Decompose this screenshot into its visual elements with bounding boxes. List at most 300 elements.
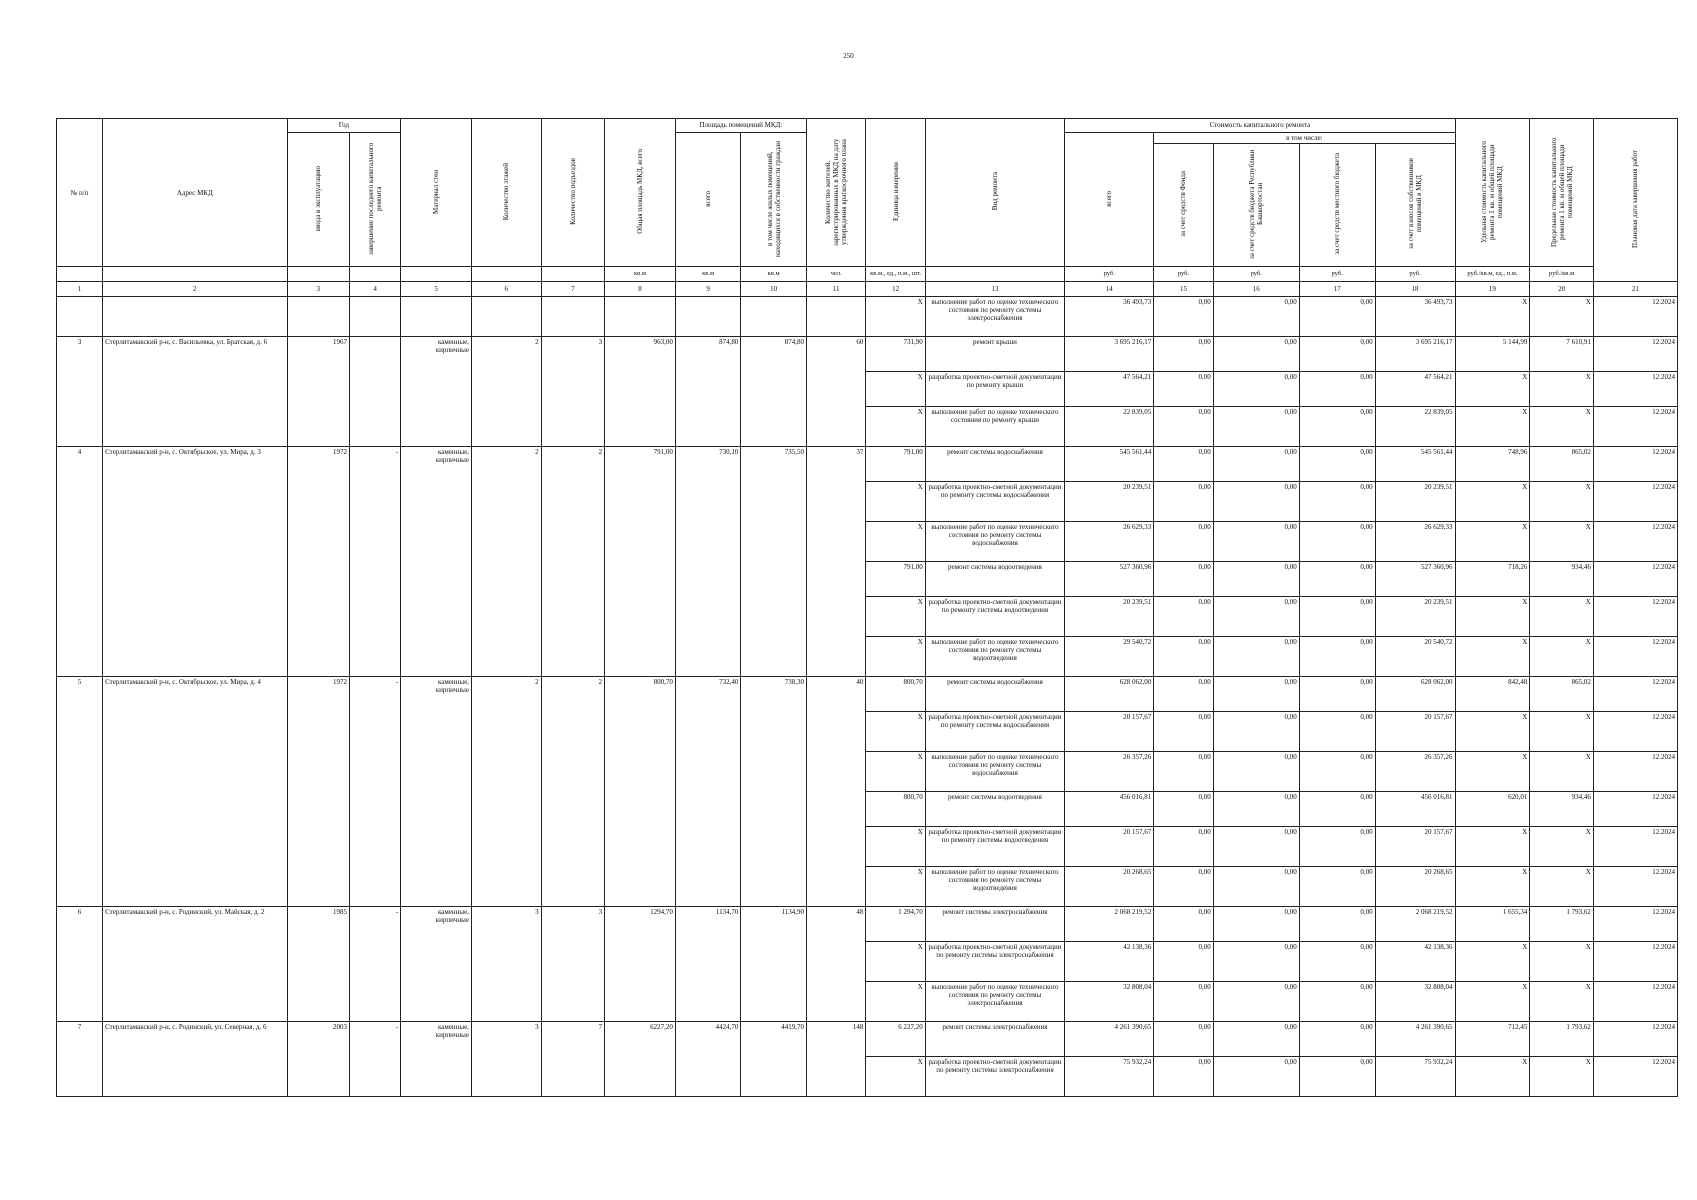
header-cost-total: всего (1065, 133, 1154, 267)
cell-deadline: 12.2024 (1593, 407, 1677, 447)
cell-deadline: 12.2024 (1593, 942, 1677, 982)
cell-work: ремонт системы электроснабжения (925, 907, 1064, 942)
cell-cost-total: 32 808,04 (1065, 982, 1154, 1022)
cell-deadline: 12.2024 (1593, 637, 1677, 677)
cell-area-all: 1134,70 (675, 907, 741, 1022)
cell-fund: 0,00 (1154, 942, 1213, 982)
cell-owners: 20 239,51 (1375, 482, 1455, 522)
cell-unit: X (866, 482, 925, 522)
cell-wall: каменные, кирпичные (401, 447, 472, 677)
cell-local: 0,00 (1299, 447, 1375, 482)
cell-unit-cost: X (1455, 752, 1530, 792)
cell-local: 0,00 (1299, 1022, 1375, 1057)
cell-unit: 800,70 (866, 677, 925, 712)
cell-residents: 148 (806, 1022, 865, 1097)
cell-fund: 0,00 (1154, 1022, 1213, 1057)
cell-year-built: 1972 (287, 447, 350, 677)
cell-owners: 26 629,33 (1375, 522, 1455, 562)
cell-fund: 0,00 (1154, 752, 1213, 792)
cell-fund: 0,00 (1154, 677, 1213, 712)
cell-floors: 2 (471, 447, 541, 677)
cell-deadline: 12.2024 (1593, 297, 1677, 337)
cell-deadline: 12.2024 (1593, 482, 1677, 522)
cell-unit: X (866, 597, 925, 637)
cell-unit: X (866, 637, 925, 677)
header-incl: в том числе: (1154, 133, 1455, 144)
cell-wall: каменные, кирпичные (401, 907, 472, 1022)
cell-area-all: 730,10 (675, 447, 741, 677)
cell-local: 0,00 (1299, 677, 1375, 712)
cell-unit-cost: 620,01 (1455, 792, 1530, 827)
cell-owners: 20 157,67 (1375, 712, 1455, 752)
cell-republic: 0,00 (1213, 907, 1299, 942)
cell-work: ремонт системы водоснабжения (925, 677, 1064, 712)
cell-wall: каменные, кирпичные (401, 1022, 472, 1097)
cell-total-area: 1294,70 (605, 907, 676, 1022)
cell-deadline: 12.2024 (1593, 712, 1677, 752)
cell-work: выполнение работ по оценке технического состояния по ремонту системы водоснабжения (925, 752, 1064, 792)
cell-cost-total: 29 540,72 (1065, 637, 1154, 677)
cell-local: 0,00 (1299, 1057, 1375, 1097)
cell-local: 0,00 (1299, 982, 1375, 1022)
cell-cost-total: 20 239,51 (1065, 482, 1154, 522)
cell-unit-cost: X (1455, 597, 1530, 637)
cell-republic: 0,00 (1213, 637, 1299, 677)
cell-area-residential: 735,50 (741, 447, 807, 677)
cell-unit: X (866, 867, 925, 907)
cell-cost-total: 75 932,24 (1065, 1057, 1154, 1097)
header-residents: Количество жителей, зарегистрированных в МКД на дату утверждения краткосрочного плана (806, 119, 865, 267)
cell-unit: 731,90 (866, 337, 925, 372)
cell-owners: 20 268,65 (1375, 867, 1455, 907)
table-row (57, 907, 1678, 942)
header-max-cost: Предельная стоимость капитального ремонта 1 кв. м общей площади помещений МКД (1530, 119, 1594, 267)
cell-republic: 0,00 (1213, 752, 1299, 792)
cell-fund: 0,00 (1154, 907, 1213, 942)
cell-owners: 3 695 216,17 (1375, 337, 1455, 372)
cell-local: 0,00 (1299, 562, 1375, 597)
cell-fund: 0,00 (1154, 827, 1213, 867)
cell-unit: X (866, 712, 925, 752)
cell-area-all: 4424,70 (675, 1022, 741, 1097)
cell-area-all: 874,80 (675, 337, 741, 447)
cell-local: 0,00 (1299, 407, 1375, 447)
cell-republic: 0,00 (1213, 337, 1299, 372)
cell-republic: 0,00 (1213, 522, 1299, 562)
cell-republic: 0,00 (1213, 1022, 1299, 1057)
cell-owners: 20 157,67 (1375, 827, 1455, 867)
cell-republic: 0,00 (1213, 867, 1299, 907)
cell-max-cost: X (1530, 1057, 1594, 1097)
cell-owners: 47 564,21 (1375, 372, 1455, 407)
cell-cost-total: 22 839,05 (1065, 407, 1154, 447)
cell-year-repair: - (350, 677, 401, 907)
cell-owners: 32 808,04 (1375, 982, 1455, 1022)
table-row (57, 337, 1678, 372)
cell-owners: 4 261 390,65 (1375, 1022, 1455, 1057)
header-republic: за счет средств бюджета Республики Башкортостан (1213, 144, 1299, 267)
cell-unit: X (866, 1057, 925, 1097)
cell-unit: X (866, 407, 925, 447)
cell-deadline: 12.2024 (1593, 677, 1677, 712)
cell-max-cost: 865,02 (1530, 447, 1594, 482)
cell-deadline: 12.2024 (1593, 792, 1677, 827)
cell-republic: 0,00 (1213, 372, 1299, 407)
cell-year-built: 1985 (287, 907, 350, 1022)
cell-year-repair: - (350, 447, 401, 677)
header-area-all: всего (675, 133, 741, 267)
cell-cost-total: 26 357,26 (1065, 752, 1154, 792)
cell-cost-total: 4 261 390,65 (1065, 1022, 1154, 1057)
cell-area-all (675, 297, 741, 337)
cell-local: 0,00 (1299, 827, 1375, 867)
cell-unit-cost: X (1455, 942, 1530, 982)
cell-fund: 0,00 (1154, 1057, 1213, 1097)
capital-repair-table (56, 118, 1678, 1097)
cell-deadline: 12.2024 (1593, 752, 1677, 792)
cell-unit-cost: 1 655,34 (1455, 907, 1530, 942)
cell-republic: 0,00 (1213, 827, 1299, 867)
cell-unit: X (866, 942, 925, 982)
cell-deadline: 12.2024 (1593, 867, 1677, 907)
cell-work: разработка проектно-сметной документации по ремонту системы водоотведения (925, 827, 1064, 867)
header-address: Адрес МКД (103, 119, 287, 267)
cell-work: разработка проектно-сметной документации по ремонту системы водоотведения (925, 597, 1064, 637)
header-area-residential: в том числе жилых помещений, находящихся в собственности граждан (741, 133, 807, 267)
table-row (57, 677, 1678, 712)
cell-fund: 0,00 (1154, 562, 1213, 597)
cell-local: 0,00 (1299, 482, 1375, 522)
cell-cost-total: 456 016,81 (1065, 792, 1154, 827)
cell-work: разработка проектно-сметной документации по ремонту крыши (925, 372, 1064, 407)
cell-unit-cost: X (1455, 297, 1530, 337)
cell-year-built: 1972 (287, 677, 350, 907)
cell-unit-cost: 5 144,99 (1455, 337, 1530, 372)
cell-deadline: 12.2024 (1593, 447, 1677, 482)
cell-unit: 1 294,70 (866, 907, 925, 942)
cell-unit-cost: 748,96 (1455, 447, 1530, 482)
cell-cost-total: 26 629,33 (1065, 522, 1154, 562)
cell-local: 0,00 (1299, 597, 1375, 637)
cell-floors (471, 297, 541, 337)
header-owners: за счет взносов собственников помещений в МКД (1375, 144, 1455, 267)
cell-unit-cost: 718,26 (1455, 562, 1530, 597)
cell-entrances (541, 297, 605, 337)
cell-unit: X (866, 522, 925, 562)
cell-area-residential: 4419,70 (741, 1022, 807, 1097)
cell-floors: 3 (471, 1022, 541, 1097)
cell-work: выполнение работ по оценке технического состояния по ремонту системы электроснабжения (925, 982, 1064, 1022)
cell-republic: 0,00 (1213, 792, 1299, 827)
cell-address: Стерлитамакский р-н, с. Октябрьское, ул. Мира, д. 4 (103, 677, 287, 907)
cell-cost-total: 20 239,51 (1065, 597, 1154, 637)
cell-fund: 0,00 (1154, 867, 1213, 907)
header-premises-group: Площадь помещений МКД: (675, 119, 806, 133)
cell-local: 0,00 (1299, 337, 1375, 372)
cell-work: ремонт крыши (925, 337, 1064, 372)
cell-max-cost: 934,46 (1530, 792, 1594, 827)
cell-fund: 0,00 (1154, 297, 1213, 337)
cell-area-residential (741, 297, 807, 337)
cell-unit-cost: 712,45 (1455, 1022, 1530, 1057)
cell-work: разработка проектно-сметной документации по ремонту системы электроснабжения (925, 942, 1064, 982)
cell-unit-cost: X (1455, 637, 1530, 677)
units-row: кв.м кв.м кв.м чел. кв.м., ед., п.м., шт. руб. руб. руб. руб. руб. руб./кв.м, ед., п.м. руб./кв.м (57, 267, 1678, 282)
cell-owners: 42 138,36 (1375, 942, 1455, 982)
cell-year-repair: - (350, 907, 401, 1022)
cell-republic: 0,00 (1213, 297, 1299, 337)
cell-republic: 0,00 (1213, 597, 1299, 637)
cell-republic: 0,00 (1213, 677, 1299, 712)
cell-work: выполнение работ по оценке технического состояния по ремонту системы водоотведения (925, 867, 1064, 907)
cell-residents: 40 (806, 677, 865, 907)
cell-cost-total: 2 068 219,52 (1065, 907, 1154, 942)
header-unit-cost: Удельная стоимость капитального ремонта 1 кв. м общей площади помещений МКД (1455, 119, 1530, 267)
cell-cost-total: 20 268,65 (1065, 867, 1154, 907)
cell-residents (806, 297, 865, 337)
cell-work: выполнение работ по оценке технического состояния по ремонту системы водоотведения (925, 637, 1064, 677)
cell-work: разработка проектно-сметной документации по ремонту системы водоснабжения (925, 712, 1064, 752)
cell-residents: 37 (806, 447, 865, 677)
header-unit: Единица измерения (866, 119, 925, 267)
cell-local: 0,00 (1299, 637, 1375, 677)
cell-republic: 0,00 (1213, 1057, 1299, 1097)
cell-no (57, 297, 103, 337)
cell-year-built (287, 297, 350, 337)
cell-entrances: 2 (541, 447, 605, 677)
cell-residents: 60 (806, 337, 865, 447)
cell-unit: X (866, 752, 925, 792)
cell-fund: 0,00 (1154, 447, 1213, 482)
cell-no: 6 (57, 907, 103, 1022)
cell-area-all: 732,40 (675, 677, 741, 907)
cell-max-cost: X (1530, 942, 1594, 982)
cell-no: 4 (57, 447, 103, 677)
cell-deadline: 12.2024 (1593, 827, 1677, 867)
cell-area-residential: 874,80 (741, 337, 807, 447)
cell-max-cost: X (1530, 752, 1594, 792)
cell-max-cost: X (1530, 637, 1594, 677)
cell-no: 7 (57, 1022, 103, 1097)
cell-cost-total: 36 493,73 (1065, 297, 1154, 337)
cell-entrances: 3 (541, 907, 605, 1022)
cell-max-cost: X (1530, 867, 1594, 907)
cell-owners: 456 016,81 (1375, 792, 1455, 827)
cell-cost-total: 545 561,44 (1065, 447, 1154, 482)
cell-work: выполнение работ по оценке технического состояния по ремонту системы электроснабжения (925, 297, 1064, 337)
cell-work: разработка проектно-сметной документации по ремонту системы электроснабжения (925, 1057, 1064, 1097)
cell-work: выполнение работ по оценке технического состояния по ремонту крыши (925, 407, 1064, 447)
cell-max-cost: 1 793,62 (1530, 907, 1594, 942)
cell-address: Стерлитамакский р-н, с. Октябрьское, ул. Мира, д. 3 (103, 447, 287, 677)
header-deadline: Плановая дата завершения работ (1593, 119, 1677, 282)
cell-fund: 0,00 (1154, 407, 1213, 447)
cell-unit-cost: X (1455, 1057, 1530, 1097)
table-body (57, 297, 1678, 1097)
cell-max-cost: X (1530, 597, 1594, 637)
cell-deadline: 12.2024 (1593, 372, 1677, 407)
header-entrances: Количество подъездов (541, 119, 605, 267)
cell-address: Стерлитамакский р-н, с. Родинский, ул. Майская, д. 2 (103, 907, 287, 1022)
cell-unit: 791,00 (866, 447, 925, 482)
cell-unit: 800,70 (866, 792, 925, 827)
header-year-repair: завершение последнего капитального ремонта (350, 133, 401, 267)
cell-deadline: 12.2024 (1593, 562, 1677, 597)
cell-max-cost: X (1530, 982, 1594, 1022)
cell-republic: 0,00 (1213, 942, 1299, 982)
cell-address: Стерлитамакский р-н, с. Васильевка, ул. Братская, д. 6 (103, 337, 287, 447)
cell-fund: 0,00 (1154, 982, 1213, 1022)
cell-unit-cost: X (1455, 867, 1530, 907)
cell-local: 0,00 (1299, 867, 1375, 907)
cell-local: 0,00 (1299, 907, 1375, 942)
cell-no: 3 (57, 337, 103, 447)
cell-local: 0,00 (1299, 942, 1375, 982)
cell-max-cost: X (1530, 522, 1594, 562)
cell-max-cost: X (1530, 407, 1594, 447)
cell-owners: 20 540,72 (1375, 637, 1455, 677)
cell-cost-total: 3 695 216,17 (1065, 337, 1154, 372)
cell-local: 0,00 (1299, 752, 1375, 792)
cell-wall: каменные, кирпичные (401, 337, 472, 447)
cell-year-repair: - (350, 1022, 401, 1097)
cell-deadline: 12.2024 (1593, 982, 1677, 1022)
cell-unit: X (866, 982, 925, 1022)
cell-local: 0,00 (1299, 522, 1375, 562)
cell-unit-cost: X (1455, 482, 1530, 522)
header-year-built: ввода в эксплуатацию (287, 133, 350, 267)
cell-unit-cost: X (1455, 407, 1530, 447)
cell-cost-total: 628 062,00 (1065, 677, 1154, 712)
cell-cost-total: 20 157,67 (1065, 827, 1154, 867)
cell-owners: 75 932,24 (1375, 1057, 1455, 1097)
cell-wall (401, 297, 472, 337)
cell-owners: 36 493,73 (1375, 297, 1455, 337)
cell-unit: X (866, 827, 925, 867)
cell-cost-total: 47 564,21 (1065, 372, 1154, 407)
cell-no: 5 (57, 677, 103, 907)
column-numbers-row: 1 2 3 4 5 6 7 8 9 10 11 12 13 14 15 16 17 18 19 20 21 (57, 282, 1678, 297)
cell-cost-total: 527 360,96 (1065, 562, 1154, 597)
header-total-area: Общая площадь МКД, всего (605, 119, 676, 267)
cell-fund: 0,00 (1154, 597, 1213, 637)
cell-unit: X (866, 297, 925, 337)
cell-year-built: 1967 (287, 337, 350, 447)
cell-floors: 2 (471, 677, 541, 907)
cell-entrances: 2 (541, 677, 605, 907)
cell-max-cost: 865,02 (1530, 677, 1594, 712)
cell-owners: 628 062,00 (1375, 677, 1455, 712)
cell-republic: 0,00 (1213, 982, 1299, 1022)
cell-work: ремонт системы водоснабжения (925, 447, 1064, 482)
cell-work: ремонт системы водоотведения (925, 562, 1064, 597)
cell-fund: 0,00 (1154, 637, 1213, 677)
cell-work: ремонт системы водоотведения (925, 792, 1064, 827)
cell-republic: 0,00 (1213, 562, 1299, 597)
header-floors: Количество этажей (471, 119, 541, 267)
cell-address (103, 297, 287, 337)
table-row (57, 297, 1678, 337)
cell-max-cost: X (1530, 297, 1594, 337)
cell-owners: 545 561,44 (1375, 447, 1455, 482)
cell-max-cost: X (1530, 827, 1594, 867)
cell-fund: 0,00 (1154, 522, 1213, 562)
cell-local: 0,00 (1299, 712, 1375, 752)
cell-owners: 527 360,96 (1375, 562, 1455, 597)
cell-unit-cost: X (1455, 712, 1530, 752)
cell-floors: 2 (471, 337, 541, 447)
header-cost-group: Стоимость капитального ремонта (1065, 119, 1455, 133)
page-number: 250 (843, 52, 854, 60)
header-wall: Материал стен (401, 119, 472, 267)
cell-work: разработка проектно-сметной документации по ремонту системы водоснабжения (925, 482, 1064, 522)
cell-fund: 0,00 (1154, 482, 1213, 522)
cell-residents: 48 (806, 907, 865, 1022)
cell-republic: 0,00 (1213, 482, 1299, 522)
cell-year-repair (350, 297, 401, 337)
cell-fund: 0,00 (1154, 372, 1213, 407)
cell-total-area: 800,70 (605, 677, 676, 907)
cell-republic: 0,00 (1213, 407, 1299, 447)
cell-total-area (605, 297, 676, 337)
cell-unit-cost: X (1455, 827, 1530, 867)
cell-max-cost: X (1530, 482, 1594, 522)
cell-wall: каменные, кирпичные (401, 677, 472, 907)
cell-owners: 22 839,05 (1375, 407, 1455, 447)
cell-deadline: 12.2024 (1593, 1022, 1677, 1057)
table-row (57, 1022, 1678, 1057)
cell-cost-total: 20 157,67 (1065, 712, 1154, 752)
cell-max-cost: 7 610,91 (1530, 337, 1594, 372)
cell-work: выполнение работ по оценке технического состояния по ремонту системы водоснабжения (925, 522, 1064, 562)
cell-fund: 0,00 (1154, 712, 1213, 752)
header-local: за счет средств местного бюджета (1299, 144, 1375, 267)
cell-deadline: 12.2024 (1593, 337, 1677, 372)
cell-owners: 20 239,51 (1375, 597, 1455, 637)
cell-total-area: 6227,20 (605, 1022, 676, 1097)
cell-deadline: 12.2024 (1593, 907, 1677, 942)
cell-republic: 0,00 (1213, 712, 1299, 752)
cell-local: 0,00 (1299, 297, 1375, 337)
cell-unit: 791,00 (866, 562, 925, 597)
header-year-group: Год (287, 119, 401, 133)
cell-unit: 6 227,20 (866, 1022, 925, 1057)
cell-total-area: 791,00 (605, 447, 676, 677)
cell-total-area: 963,00 (605, 337, 676, 447)
cell-year-built: 2003 (287, 1022, 350, 1097)
cell-unit-cost: X (1455, 982, 1530, 1022)
cell-unit-cost: 842,48 (1455, 677, 1530, 712)
cell-unit: X (866, 372, 925, 407)
cell-max-cost: 934,46 (1530, 562, 1594, 597)
cell-republic: 0,00 (1213, 447, 1299, 482)
cell-owners: 2 068 219,52 (1375, 907, 1455, 942)
cell-fund: 0,00 (1154, 792, 1213, 827)
cell-local: 0,00 (1299, 792, 1375, 827)
cell-deadline: 12.2024 (1593, 1057, 1677, 1097)
cell-floors: 3 (471, 907, 541, 1022)
cell-area-residential: 1134,90 (741, 907, 807, 1022)
header-work: Вид ремонта (925, 119, 1064, 267)
table-row (57, 447, 1678, 482)
cell-area-residential: 738,30 (741, 677, 807, 907)
cell-local: 0,00 (1299, 372, 1375, 407)
cell-max-cost: X (1530, 712, 1594, 752)
cell-deadline: 12.2024 (1593, 597, 1677, 637)
cell-year-repair (350, 337, 401, 447)
cell-fund: 0,00 (1154, 337, 1213, 372)
cell-deadline: 12.2024 (1593, 522, 1677, 562)
